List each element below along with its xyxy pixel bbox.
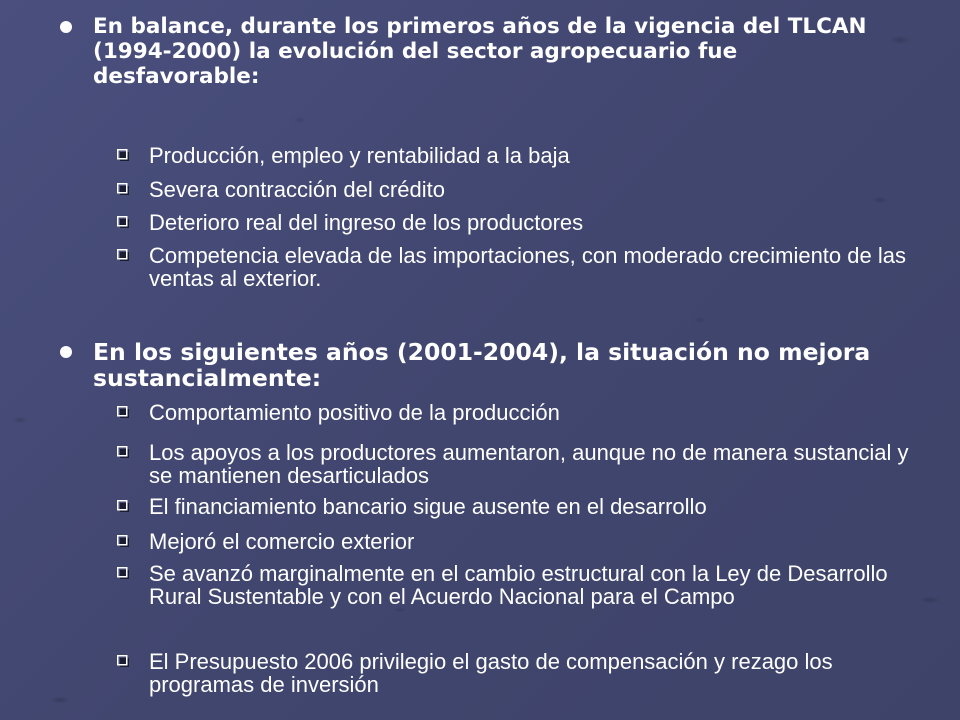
checkbox-icon xyxy=(117,183,130,196)
checkbox-icon xyxy=(117,249,130,262)
list-item: Producción, empleo y rentabilidad a la baja xyxy=(149,143,570,168)
checkbox-icon xyxy=(117,535,130,548)
checkbox-icon xyxy=(117,500,130,513)
checkbox-icon xyxy=(117,655,130,668)
checkbox-icon xyxy=(117,216,130,229)
list-item: Comportamiento positivo de la producción xyxy=(149,400,560,425)
bullet-dot xyxy=(60,21,72,33)
list-item: Competencia elevada de las importaciones, con moderado crecimiento de las ventas al exterior. xyxy=(149,243,906,291)
section-1-heading: En balance, durante los primeros años de la vigencia del TLCAN (1994-2000) la evolución del sector agropecuario fue desfavorable: xyxy=(93,14,867,89)
list-item: Mejoró el comercio exterior xyxy=(149,529,415,554)
checkbox-icon xyxy=(117,567,130,580)
bullet-dot xyxy=(60,346,72,358)
list-item: El financiamiento bancario sigue ausente en el desarrollo xyxy=(149,494,707,519)
list-item: Los apoyos a los productores aumentaron, aunque no de manera sustancial y se mantienen desarticulados xyxy=(149,440,909,488)
checkbox-icon xyxy=(117,406,130,419)
checkbox-icon xyxy=(117,149,130,162)
list-item: Severa contracción del crédito xyxy=(149,177,445,202)
checkbox-icon xyxy=(117,446,130,459)
list-item: Deterioro real del ingreso de los productores xyxy=(149,210,584,235)
list-item: Se avanzó marginalmente en el cambio estructural con la Ley de Desarrollo Rural Sustentable y con el Acuerdo Nacional para el Campo xyxy=(149,561,888,609)
list-item: El Presupuesto 2006 privilegio el gasto de compensación y rezago los programas de inversión xyxy=(149,649,833,697)
section-2-heading: En los siguientes años (2001-2004), la situación no mejora sustancialmente: xyxy=(93,338,871,392)
